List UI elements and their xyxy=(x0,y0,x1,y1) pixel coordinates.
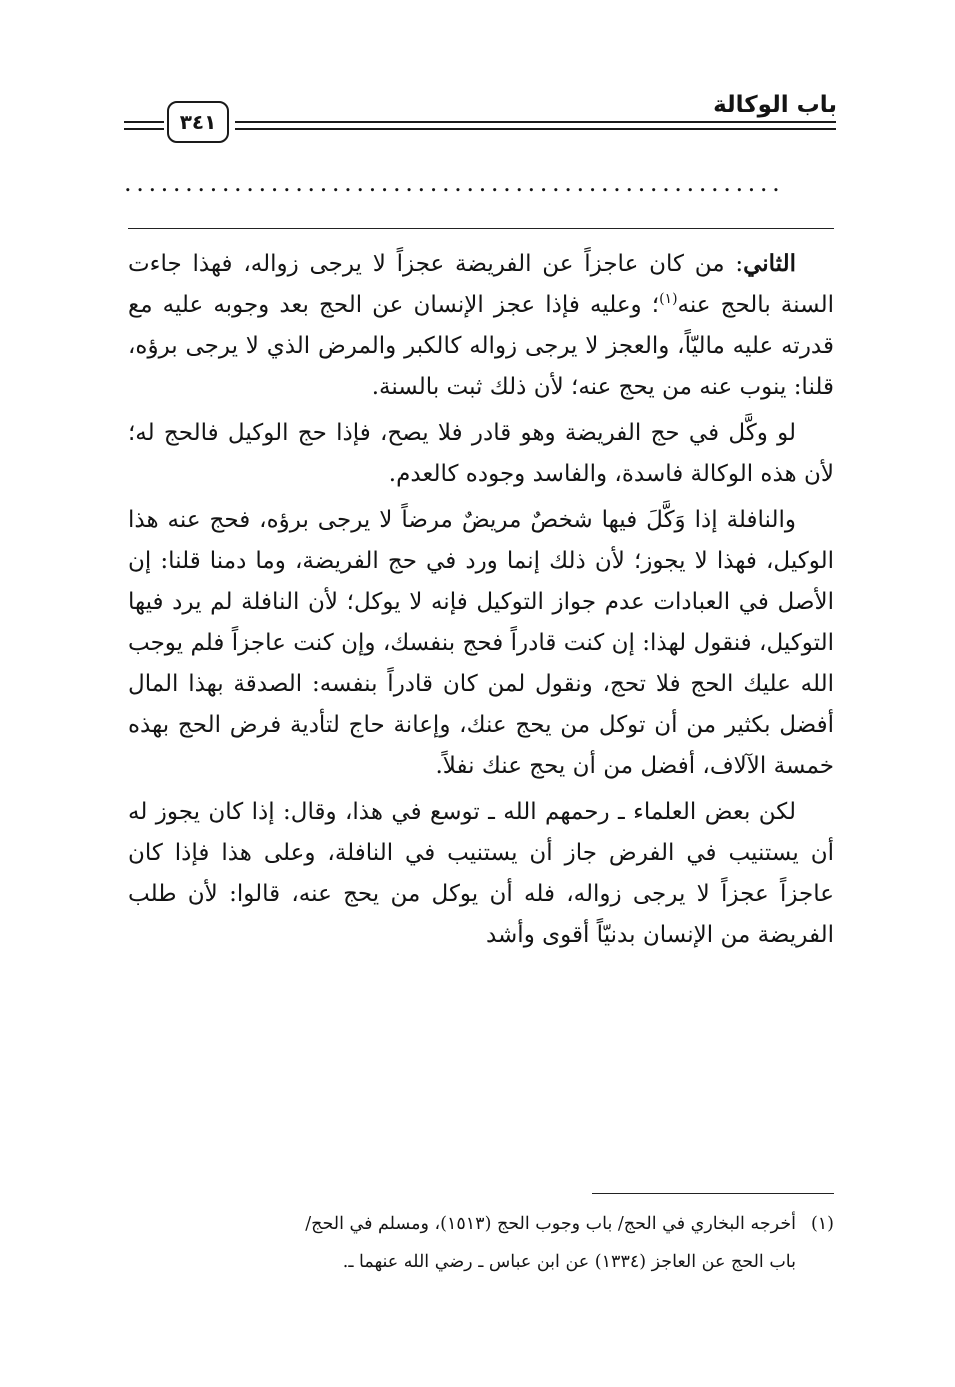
chapter-title: باب الوكالة xyxy=(713,92,837,118)
header-rule-right-top xyxy=(235,121,836,123)
body-top-rule xyxy=(128,228,834,229)
paragraph-text: : من كان عاجزاً عن الفريضة عجزاً لا يرجى زواله، فهذا جاءت السنة بالحج عنه xyxy=(128,251,834,318)
paragraph-text: ؛ وعليه فإذا عجز الإنسان عن الحج بعد وجوبه عليه مع قدرته عليه ماليّاً، والعجز لا يرجى زواله كالكبر والمرض الذي لا يرجى برؤه، قلنا: ينوب عنه من يحج عنه؛ لأن ذلك ثبت بالسنة. xyxy=(128,292,834,400)
header-rule-left-bottom xyxy=(124,128,164,130)
paragraph-3: والنافلة إذا وَكَّلَ فيها شخصٌ مريضٌ مرضاً لا يرجى برؤه، فحج عنه هذا الوكيل، فهذا لا يجوز؛ لأن ذلك إنما ورد في حج الفريضة، وما دمنا قلنا: إن الأصل في العبادات عدم جواز التوكيل فإنه لا يوكل؛ لأن النافلة لم يرد فيها التوكيل، فنقول لهذا: إن كنت قادراً فحج بنفسك، وإن كنت عاجزاً فلم يوجب الله عليك الحج فلا تحج، ونقول لمن كان قادراً بنفسه: الصدقة بهذا المال أفضل بكثير من أن توكل من يحج عنك، وإعانة حاج لتأدية فرض الحج بهذه خمسة الآلاف، أفضل من أن يحج عنك نفلاً. xyxy=(128,507,834,779)
main-text xyxy=(128,243,834,961)
paragraph-2: لو وكَّل في حج الفريضة وهو قادر فلا يصح، فإذا حج الوكيل فالحج له؛ لأن هذه الوكالة فاسدة، والفاسد وجوده كالعدم. xyxy=(128,420,834,487)
footnote-rule xyxy=(592,1193,834,1194)
header-rule-left-top xyxy=(124,121,164,123)
page-number: ٣٤١ xyxy=(167,101,229,143)
paragraph-lead: الثاني xyxy=(743,250,796,277)
footnote-number: (١) xyxy=(810,1214,834,1234)
footnote-line-2: باب الحج عن العاجز (١٣٣٤) عن ابن عباس ـ رضي الله عنهما ـ. xyxy=(342,1252,796,1272)
footnote-reference: (١) xyxy=(659,291,678,307)
paragraph-1 xyxy=(128,243,834,408)
dotted-separator: ...................................................... xyxy=(124,169,785,197)
paragraph-4: لكن بعض العلماء ـ رحمهم الله ـ توسع في هذا، وقال: إذا كان يجوز له أن يستنيب في الفرض جاز أن يستنيب في النافلة، وعلى هذا فإذا كان عاجزاً عجزاً لا يرجى زواله، فله أن يوكل من يحج عنه، قالوا: لأن طلب الفريضة من الإنسان بدنيّاً أقوى وأشد xyxy=(128,799,834,948)
header-rule-right-bottom xyxy=(235,128,836,130)
footnote xyxy=(150,1205,834,1281)
footnote-line-1: أخرجه البخاري في الحج/ باب وجوب الحج (١٥١٣)، ومسلم في الحج/ xyxy=(305,1214,796,1234)
